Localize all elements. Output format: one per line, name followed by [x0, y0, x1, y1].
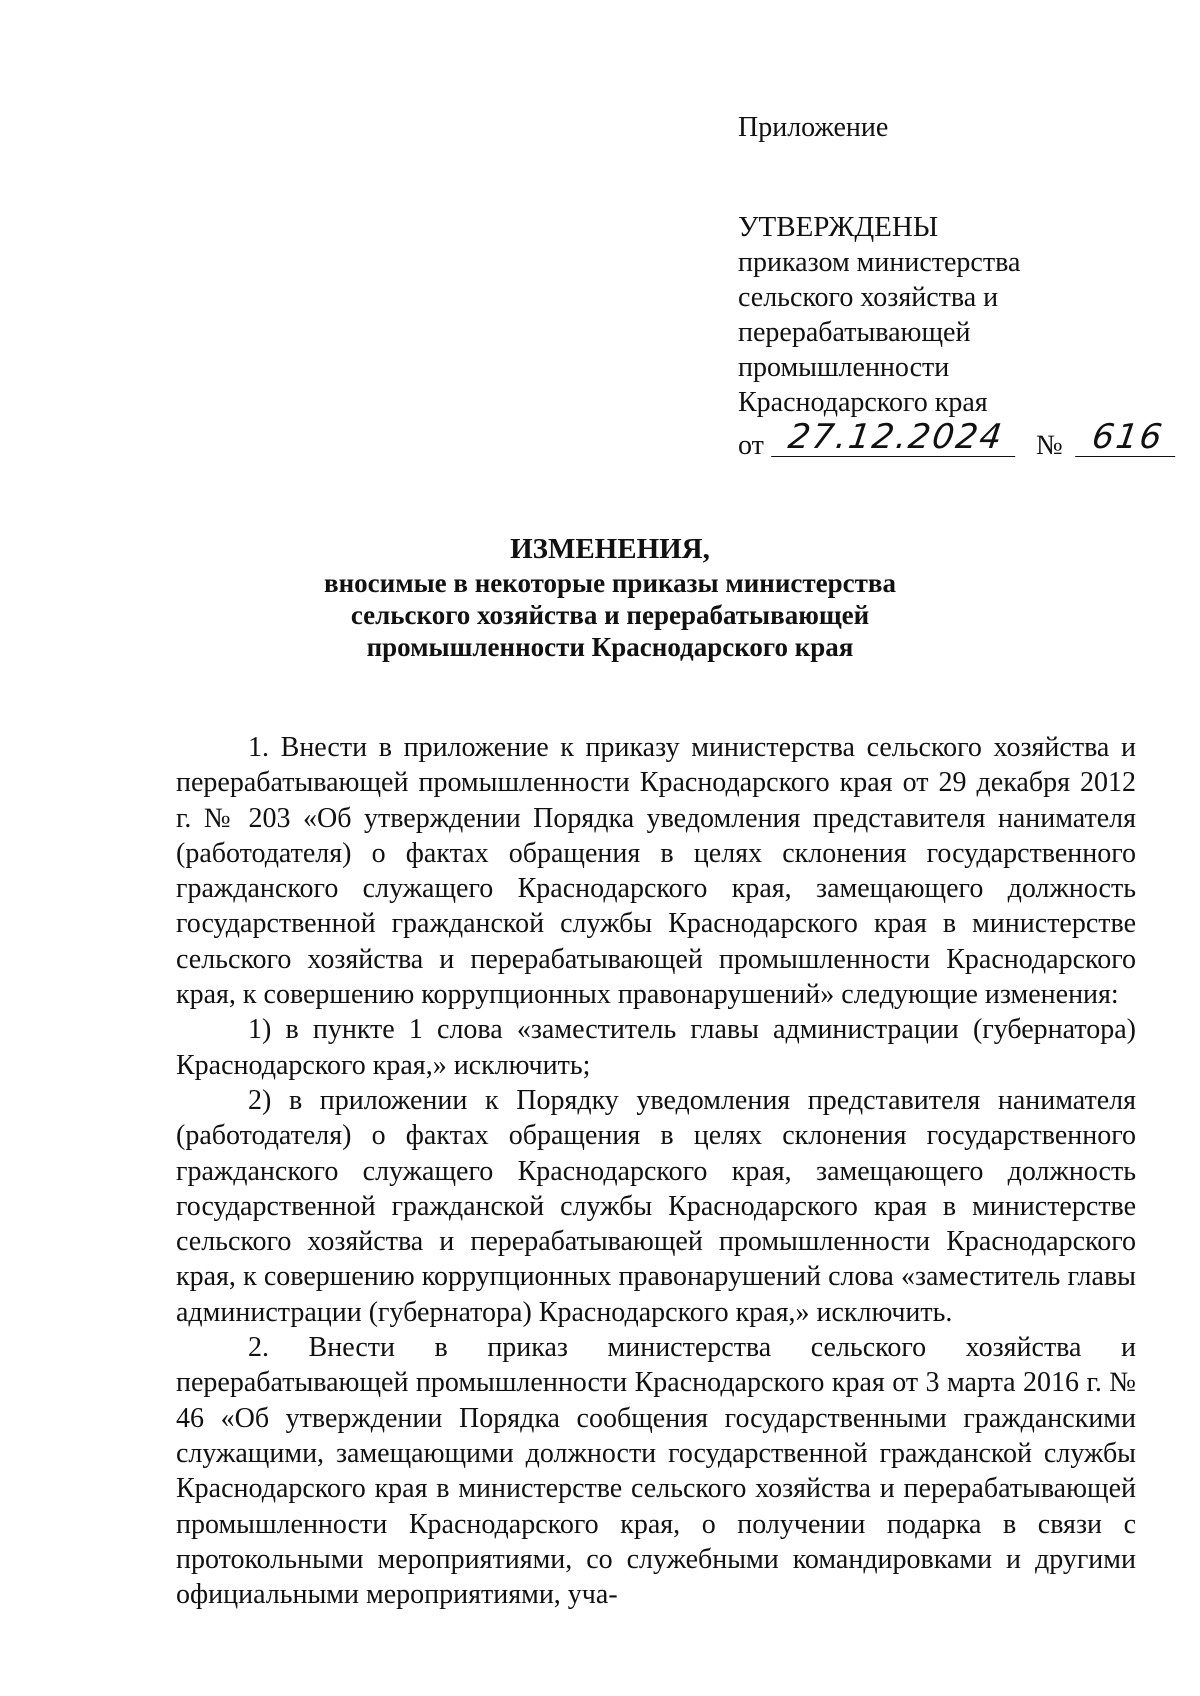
body-paragraph: 1. Внести в приложение к приказу министерства сельского хозяйства и перерабатывающей промышленности Краснодарского края от 29 декабря 2012 г. № 203 «Об утверждении Порядка уведомления представителя нанимателя (работодателя) о фактах обращения в целях склонения государственного гражданского служащего Краснодарского края, замещающего должность государственной гражданской службы Краснодарского края в министерстве сельского хозяйства и перерабатывающей промышленности Краснодарского края, к совершению коррупционных правонарушений» следующие изменения:: [176, 732, 1136, 1011]
appendix-label: Приложение: [738, 112, 889, 143]
approval-line: Краснодарского края: [738, 387, 988, 418]
document-heading: [170, 533, 1050, 663]
body-paragraph: 1) в пункте 1 слова «заместитель главы администрации (губернатора) Краснодарского края,» исключить;: [176, 1014, 1136, 1081]
order-date-prefix: от: [738, 430, 764, 461]
approval-line: приказом министерства: [738, 247, 1021, 278]
order-details-line: [738, 417, 1178, 462]
heading-subtitle-line: вносимые в некоторые приказы министерства: [324, 568, 896, 598]
document-body: [176, 730, 1136, 1612]
order-number-handwritten: 616: [1075, 416, 1181, 457]
order-number-sign: №: [1036, 430, 1063, 461]
approval-line: промышленности: [738, 352, 950, 383]
appendix-block: [738, 110, 1178, 145]
body-paragraph: 2. Внести в приказ министерства сельского хозяйства и перерабатывающей промышленности Краснодарского края от 3 марта 2016 г. № 46 «Об утверждении Порядка сообщения государственными гражданскими служащими, замещающими должности государственной гражданской службы Краснодарского края в министерстве сельского хозяйства и перерабатывающей промышленности Краснодарского края, о получении подарка в связи с протокольными мероприятиями, со служебными командировками и другими официальными мероприятиями, уча-: [176, 1332, 1136, 1611]
order-date-handwritten: 27.12.2024: [771, 416, 1021, 457]
heading-subtitle-line: промышленности Краснодарского края: [366, 632, 854, 662]
heading-title: ИЗМЕНЕНИЯ,: [510, 533, 710, 565]
approval-title: УТВЕРЖДЕНЫ: [738, 211, 939, 243]
approval-line: сельского хозяйства и: [738, 282, 999, 313]
approval-line: перерабатывающей: [738, 317, 971, 348]
body-paragraph: 2) в приложении к Порядку уведомления представителя нанимателя (работодателя) о фактах обращения в целях склонения государственного гражданского служащего Краснодарского края, замещающего должность государственной гражданской службы Краснодарского края в министерстве сельского хозяйства и перерабатывающей промышленности Краснодарского края, к совершению коррупционных правонарушений слова «заместитель главы администрации (губернатора) Краснодарского края,» исключить.: [176, 1084, 1136, 1328]
heading-subtitle-line: сельского хозяйства и перерабатывающей: [350, 600, 870, 630]
approval-block: [738, 210, 1178, 462]
